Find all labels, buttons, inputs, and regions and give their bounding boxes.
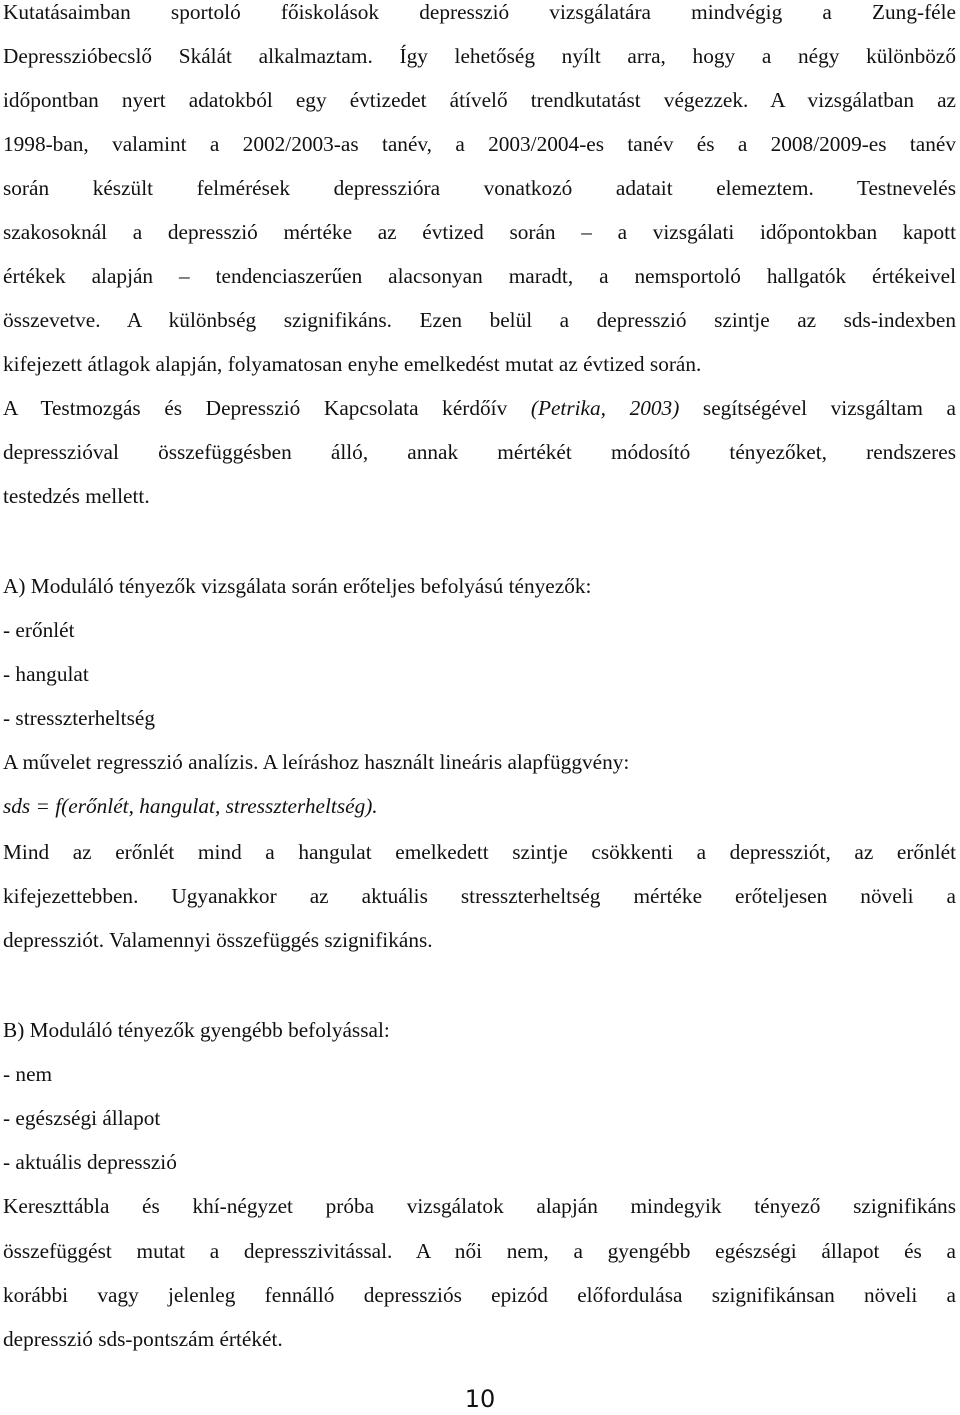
paragraph-1-line-9: kifejezett átlagok alapján, folyamatosan enyhe emelkedést mutat az évtized során. <box>3 352 702 376</box>
paragraph-2-line-1 <box>3 393 956 423</box>
section-b-item-3: - aktuális depresszió <box>3 1150 177 1174</box>
section-a-method: A művelet regresszió analízis. A leíráshoz használt lineáris alapfüggvény: <box>3 750 630 774</box>
section-b-item-2: - egészségi állapot <box>3 1106 161 1130</box>
paragraph-1-line-4: 1998-ban, valamint a 2002/2003-as tanév, a 2003/2004-es tanév és a 2008/2009-es tanév <box>3 132 956 156</box>
paragraph-1-line-5: során készült felmérések depresszióra vonatkozó adatait elemeztem. Testnevelés <box>3 176 956 200</box>
section-b-heading: B) Moduláló tényezők gyengébb befolyással: <box>3 1018 390 1042</box>
section-a-formula: sds = f(erőnlét, hangulat, stresszterheltség). <box>3 794 378 818</box>
paragraph-2-text-end: segítségével vizsgáltam a <box>679 396 956 420</box>
section-b-conclusion-line-2: összefüggést mutat a depresszivitással. A női nem, a gyengébb egészségi állapot és a <box>3 1239 956 1263</box>
paragraph-1-line-1: Kutatásaimban sportoló főiskolások depresszió vizsgálatára mindvégig a Zung-féle <box>3 0 956 24</box>
section-a-item-2: - hangulat <box>3 662 89 686</box>
citation: (Petrika, 2003) <box>530 396 680 420</box>
section-a-item-1: - erőnlét <box>3 618 75 642</box>
section-b-conclusion-line-3: korábbi vagy jelenleg fennálló depressziós epizód előfordulása szignifikánsan növeli a <box>3 1283 956 1307</box>
paragraph-1-line-2: Depresszióbecslő Skálát alkalmaztam. Így lehetőség nyílt arra, hogy a négy különböző <box>3 44 956 68</box>
section-a-conclusion-line-2: kifejezettebben. Ugyanakkor az aktuális stresszterheltség mértéke erőteljesen növeli a <box>3 884 956 908</box>
section-b-item-1: - nem <box>3 1062 53 1086</box>
paragraph-2-text-start: A Testmozgás és Depresszió Kapcsolata kérdőív <box>3 396 531 420</box>
paragraph-1-line-3: időpontban nyert adatokból egy évtizedet átívelő trendkutatást végezzek. A vizsgálatban az <box>3 88 956 112</box>
section-a-heading: A) Moduláló tényezők vizsgálata során erőteljes befolyású tényezők: <box>3 574 592 598</box>
paragraph-2-line-3: testedzés mellett. <box>3 484 150 508</box>
paragraph-1-line-7: értékek alapján – tendenciaszerűen alacsonyan maradt, a nemsportoló hallgatók értékeivel <box>3 264 956 288</box>
section-a-item-3: - stresszterheltség <box>3 706 155 730</box>
section-b-conclusion-line-4: depresszió sds-pontszám értékét. <box>3 1327 283 1351</box>
section-a-conclusion-line-3: depressziót. Valamennyi összefüggés szignifikáns. <box>3 928 433 952</box>
section-a-conclusion-line-1: Mind az erőnlét mind a hangulat emelkedett szintje csökkenti a depressziót, az erőnlét <box>3 840 956 864</box>
paragraph-1-line-8: összevetve. A különbség szignifikáns. Ezen belül a depresszió szintje az sds-indexben <box>3 308 956 332</box>
paragraph-1-line-6: szakosoknál a depresszió mértéke az évtized során – a vizsgálati időpontokban kapott <box>3 220 956 244</box>
section-b-conclusion-line-1: Kereszttábla és khí-négyzet próba vizsgálatok alapján mindegyik tényező szignifikáns <box>3 1194 956 1218</box>
page-number: 10 <box>464 1385 496 1413</box>
paragraph-2-line-2: depresszióval összefüggésben álló, annak mértékét módosító tényezőket, rendszeres <box>3 440 956 464</box>
